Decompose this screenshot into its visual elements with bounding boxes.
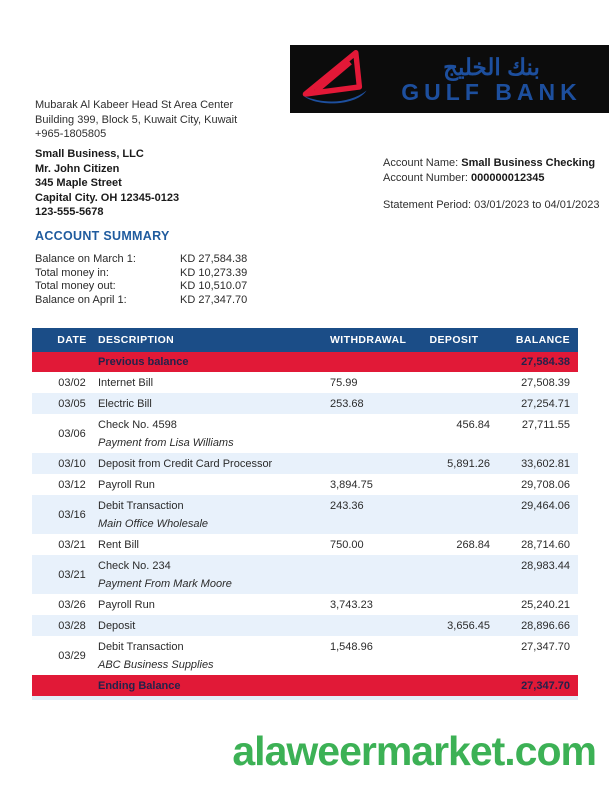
table-row: [32, 555, 578, 594]
account-name-value: Small Business Checking: [461, 157, 596, 169]
cell-date: 03/12: [58, 478, 86, 491]
cell-date: 03/29: [58, 649, 86, 662]
account-name-row: [383, 156, 600, 171]
table-body: [32, 372, 578, 675]
cell-description: Debit Transaction: [98, 640, 184, 653]
cell-balance: 27,347.70: [521, 640, 570, 653]
table-row: [32, 474, 578, 495]
table-row: [32, 414, 578, 453]
transactions-table: [32, 328, 578, 700]
cell-date: 03/05: [58, 397, 86, 410]
table-row: [32, 594, 578, 615]
bank-address: [35, 98, 237, 142]
account-name-label: Account Name:: [383, 157, 462, 169]
table-row: [32, 453, 578, 474]
summary-row: [35, 267, 247, 281]
account-summary: [35, 253, 247, 307]
cell-deposit: 268.84: [456, 538, 490, 551]
cell-date: 03/10: [58, 457, 86, 470]
account-info: [383, 156, 600, 213]
summary-value: KD 10,510.07: [180, 280, 248, 293]
customer-phone: 123-555-5678: [35, 206, 104, 218]
summary-label: Balance on March 1:: [35, 253, 136, 265]
cell-balance: 29,708.06: [521, 478, 570, 491]
ending-balance-row: [32, 675, 578, 696]
customer-company: Small Business, LLC: [35, 148, 144, 160]
cell-withdrawal: 243.36: [330, 499, 364, 512]
logo-text: [382, 54, 601, 105]
cell-deposit: 5,891.26: [447, 457, 490, 470]
cell-description: Electric Bill: [98, 397, 152, 410]
customer-street: 345 Maple Street: [35, 177, 122, 189]
cell-description-sub: ABC Business Supplies: [98, 658, 214, 671]
header-deposit: DEPOSIT: [429, 334, 479, 346]
cell-withdrawal: 1,548.96: [330, 640, 373, 653]
summary-value: KD 27,347.70: [180, 293, 248, 306]
table-header-row: [32, 328, 578, 352]
watermark-text: alaweermarket.com: [232, 728, 596, 774]
cell-description-sub: Payment From Mark Moore: [98, 577, 232, 590]
gulf-bank-logo: [290, 45, 609, 113]
cell-date: 03/02: [58, 376, 86, 389]
dhow-sail-icon: [300, 47, 372, 112]
previous-balance-row: [32, 352, 578, 372]
cell-description-sub: Main Office Wholesale: [98, 517, 209, 530]
header-date: DATE: [57, 334, 87, 346]
cell-date: 03/28: [58, 619, 86, 632]
account-number-row: [383, 171, 600, 186]
previous-balance-value: 27,584.38: [521, 356, 570, 368]
cell-date: 03/06: [58, 427, 86, 440]
cell-balance: 27,254.71: [521, 397, 570, 410]
account-number-value: 000000012345: [471, 171, 545, 184]
customer-city: Capital City. OH 12345-0123: [35, 191, 180, 204]
cell-description: Payroll Run: [98, 478, 155, 491]
table-row: [32, 372, 578, 393]
table-row: [32, 495, 578, 534]
statement-period: Statement Period: 03/01/2023 to 04/01/2023: [383, 199, 600, 211]
cell-deposit: 456.84: [456, 418, 490, 431]
customer-address: [35, 147, 179, 220]
summary-value: KD 27,584.38: [180, 253, 248, 265]
cell-withdrawal: 75.99: [330, 376, 358, 389]
summary-row: [35, 253, 247, 267]
customer-name: Mr. John Citizen: [35, 162, 120, 175]
previous-balance-label: Previous balance: [98, 356, 189, 368]
table-row: [32, 534, 578, 555]
cell-withdrawal: 750.00: [330, 538, 364, 551]
summary-row: [35, 294, 247, 308]
cell-description: Check No. 4598: [98, 418, 177, 431]
header-balance: BALANCE: [515, 334, 570, 346]
cell-date: 03/21: [58, 538, 86, 551]
cell-description: Internet Bill: [98, 376, 154, 389]
cell-balance: 25,240.21: [521, 598, 570, 611]
table-row: [32, 615, 578, 636]
header-description: DESCRIPTION: [98, 334, 175, 346]
cell-balance: 29,464.06: [521, 499, 570, 512]
cell-balance: 28,896.66: [521, 619, 570, 632]
cell-date: 03/16: [58, 508, 86, 521]
bank-phone: +965-1805805: [35, 128, 107, 140]
ending-balance-value: 27,347.70: [521, 679, 570, 692]
cell-withdrawal: 3,743.23: [330, 598, 373, 611]
cell-balance: 27,711.55: [521, 418, 570, 431]
cell-withdrawal: 253.68: [330, 397, 364, 410]
summary-value: KD 10,273.39: [180, 266, 248, 279]
cell-description: Check No. 234: [98, 559, 171, 572]
cell-description-sub: Payment from Lisa Williams: [98, 436, 234, 449]
account-number-label: Account Number:: [383, 171, 472, 184]
cell-description: Rent Bill: [98, 538, 139, 551]
cell-description: Debit Transaction: [98, 499, 184, 512]
logo-arabic-name: بنك الخليج: [443, 53, 540, 80]
cell-deposit: 3,656.45: [447, 619, 490, 632]
table-bottom-strip: [32, 696, 578, 700]
summary-label: Total money out:: [35, 280, 116, 293]
header-withdrawal: WITHDRAWAL: [330, 334, 407, 346]
table-row: [32, 636, 578, 675]
cell-balance: 27,508.39: [521, 376, 570, 389]
table-row: [32, 393, 578, 414]
cell-date: 03/26: [58, 598, 86, 611]
cell-description: Deposit: [98, 619, 136, 632]
summary-label: Total money in:: [35, 266, 109, 279]
cell-balance: 28,983.44: [521, 559, 570, 572]
summary-row: [35, 280, 247, 294]
cell-date: 03/21: [58, 568, 86, 581]
summary-label: Balance on April 1:: [35, 293, 127, 306]
account-summary-title: ACCOUNT SUMMARY: [35, 229, 170, 243]
cell-withdrawal: 3,894.75: [330, 478, 373, 491]
cell-balance: 33,602.81: [521, 457, 570, 470]
ending-balance-label: Ending Balance: [98, 679, 181, 692]
cell-description: Deposit from Credit Card Processor: [98, 457, 273, 470]
bank-address-line: Building 399, Block 5, Kuwait City, Kuwait: [35, 113, 238, 126]
logo-latin-name: GULF BANK: [401, 78, 582, 105]
cell-description: Payroll Run: [98, 598, 155, 611]
bank-address-line: Mubarak Al Kabeer Head St Area Center: [35, 99, 234, 111]
cell-balance: 28,714.60: [521, 538, 570, 551]
